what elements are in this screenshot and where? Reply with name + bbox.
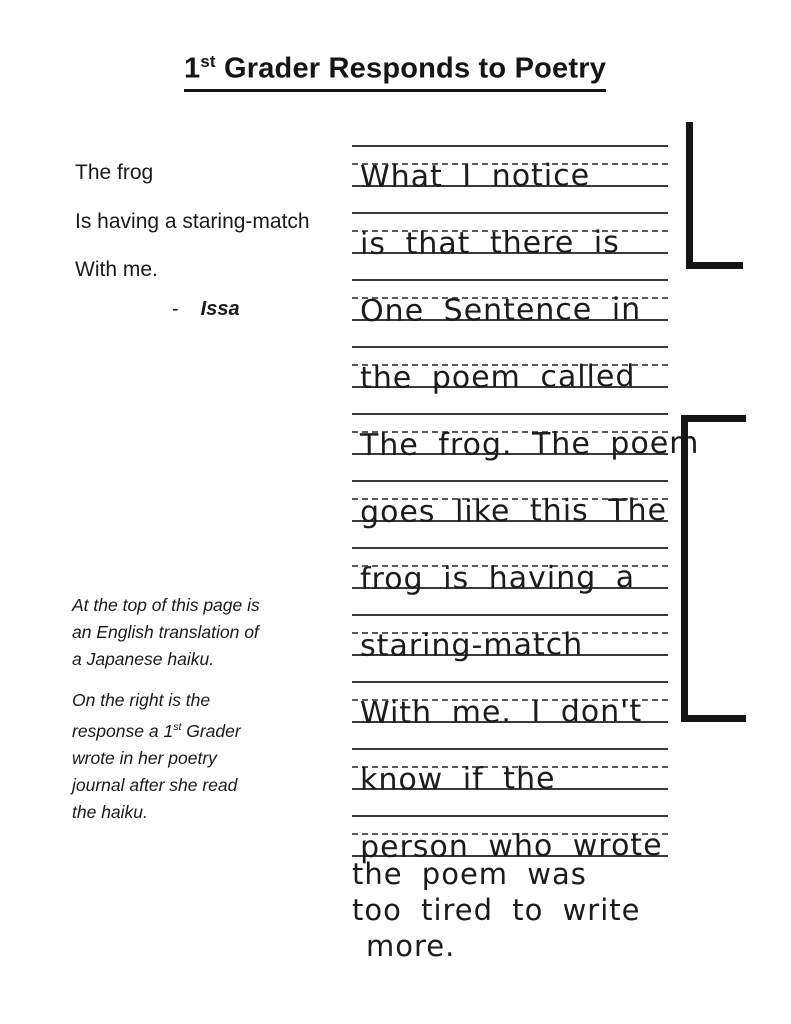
corner-bracket-top-icon xyxy=(686,122,743,269)
journal-row xyxy=(352,346,668,396)
attribution-dash: - xyxy=(172,298,179,320)
journal-row xyxy=(352,413,700,464)
journal-row xyxy=(352,614,668,664)
journal-unruled-text xyxy=(352,856,641,964)
handwritten-line: the poem called xyxy=(359,359,636,396)
note-line: journal after she read xyxy=(72,774,238,795)
note-line: an English translation of xyxy=(72,622,259,642)
corner-bracket-bottom-icon xyxy=(681,415,746,722)
note-line: the haiku. xyxy=(72,801,148,822)
handwritten-line: What I notice xyxy=(359,158,591,195)
note-ordinal-superscript: st xyxy=(173,721,182,733)
handwritten-line: is that there is xyxy=(359,225,620,262)
page-title xyxy=(184,52,606,92)
journal-row xyxy=(352,279,668,329)
title-ordinal-superscript: st xyxy=(200,52,216,71)
journal-row xyxy=(352,815,668,866)
journal-row xyxy=(352,212,668,262)
note-line xyxy=(72,714,241,745)
journal-row xyxy=(352,480,668,531)
handwritten-line: person who wrote xyxy=(359,827,663,866)
attribution-name: Issa xyxy=(200,298,240,320)
note-line: On the right is the xyxy=(72,690,211,710)
handwritten-line: With me. I don't xyxy=(359,694,643,731)
poem-line: The frog xyxy=(75,161,154,184)
handwritten-line: the poem was xyxy=(352,857,587,891)
handwritten-line: One Sentence in xyxy=(359,292,642,329)
note-line: a Japanese haiku. xyxy=(72,649,215,669)
handwritten-line: too tired to write xyxy=(352,893,641,927)
journal-row xyxy=(352,145,668,195)
note-paragraph-1 xyxy=(72,592,260,673)
title-number: 1 xyxy=(184,52,201,85)
journal-row xyxy=(352,748,668,798)
poem-attribution xyxy=(172,298,240,321)
note-line-text: response a 1 xyxy=(72,720,174,741)
note-paragraph-2 xyxy=(72,687,241,826)
note-line: At the top of this page is xyxy=(72,595,260,615)
poem-line: With me. xyxy=(75,258,158,281)
journal-row xyxy=(352,547,668,597)
journal-row xyxy=(352,681,668,731)
title-text: Grader Responds to Poetry xyxy=(215,52,607,85)
handwritten-line: The frog. The poem xyxy=(359,425,700,464)
handwritten-line: goes like this The xyxy=(359,492,668,531)
handwritten-line: more. xyxy=(366,929,456,963)
handwritten-line: frog is having a xyxy=(359,560,636,597)
note-line: wrote in her poetry xyxy=(72,747,217,768)
note-line-text: Grader xyxy=(181,720,241,741)
poem-line: Is having a staring-match xyxy=(75,210,310,233)
handwritten-line: know if the xyxy=(359,761,556,798)
handwritten-line: staring-match xyxy=(359,627,584,664)
